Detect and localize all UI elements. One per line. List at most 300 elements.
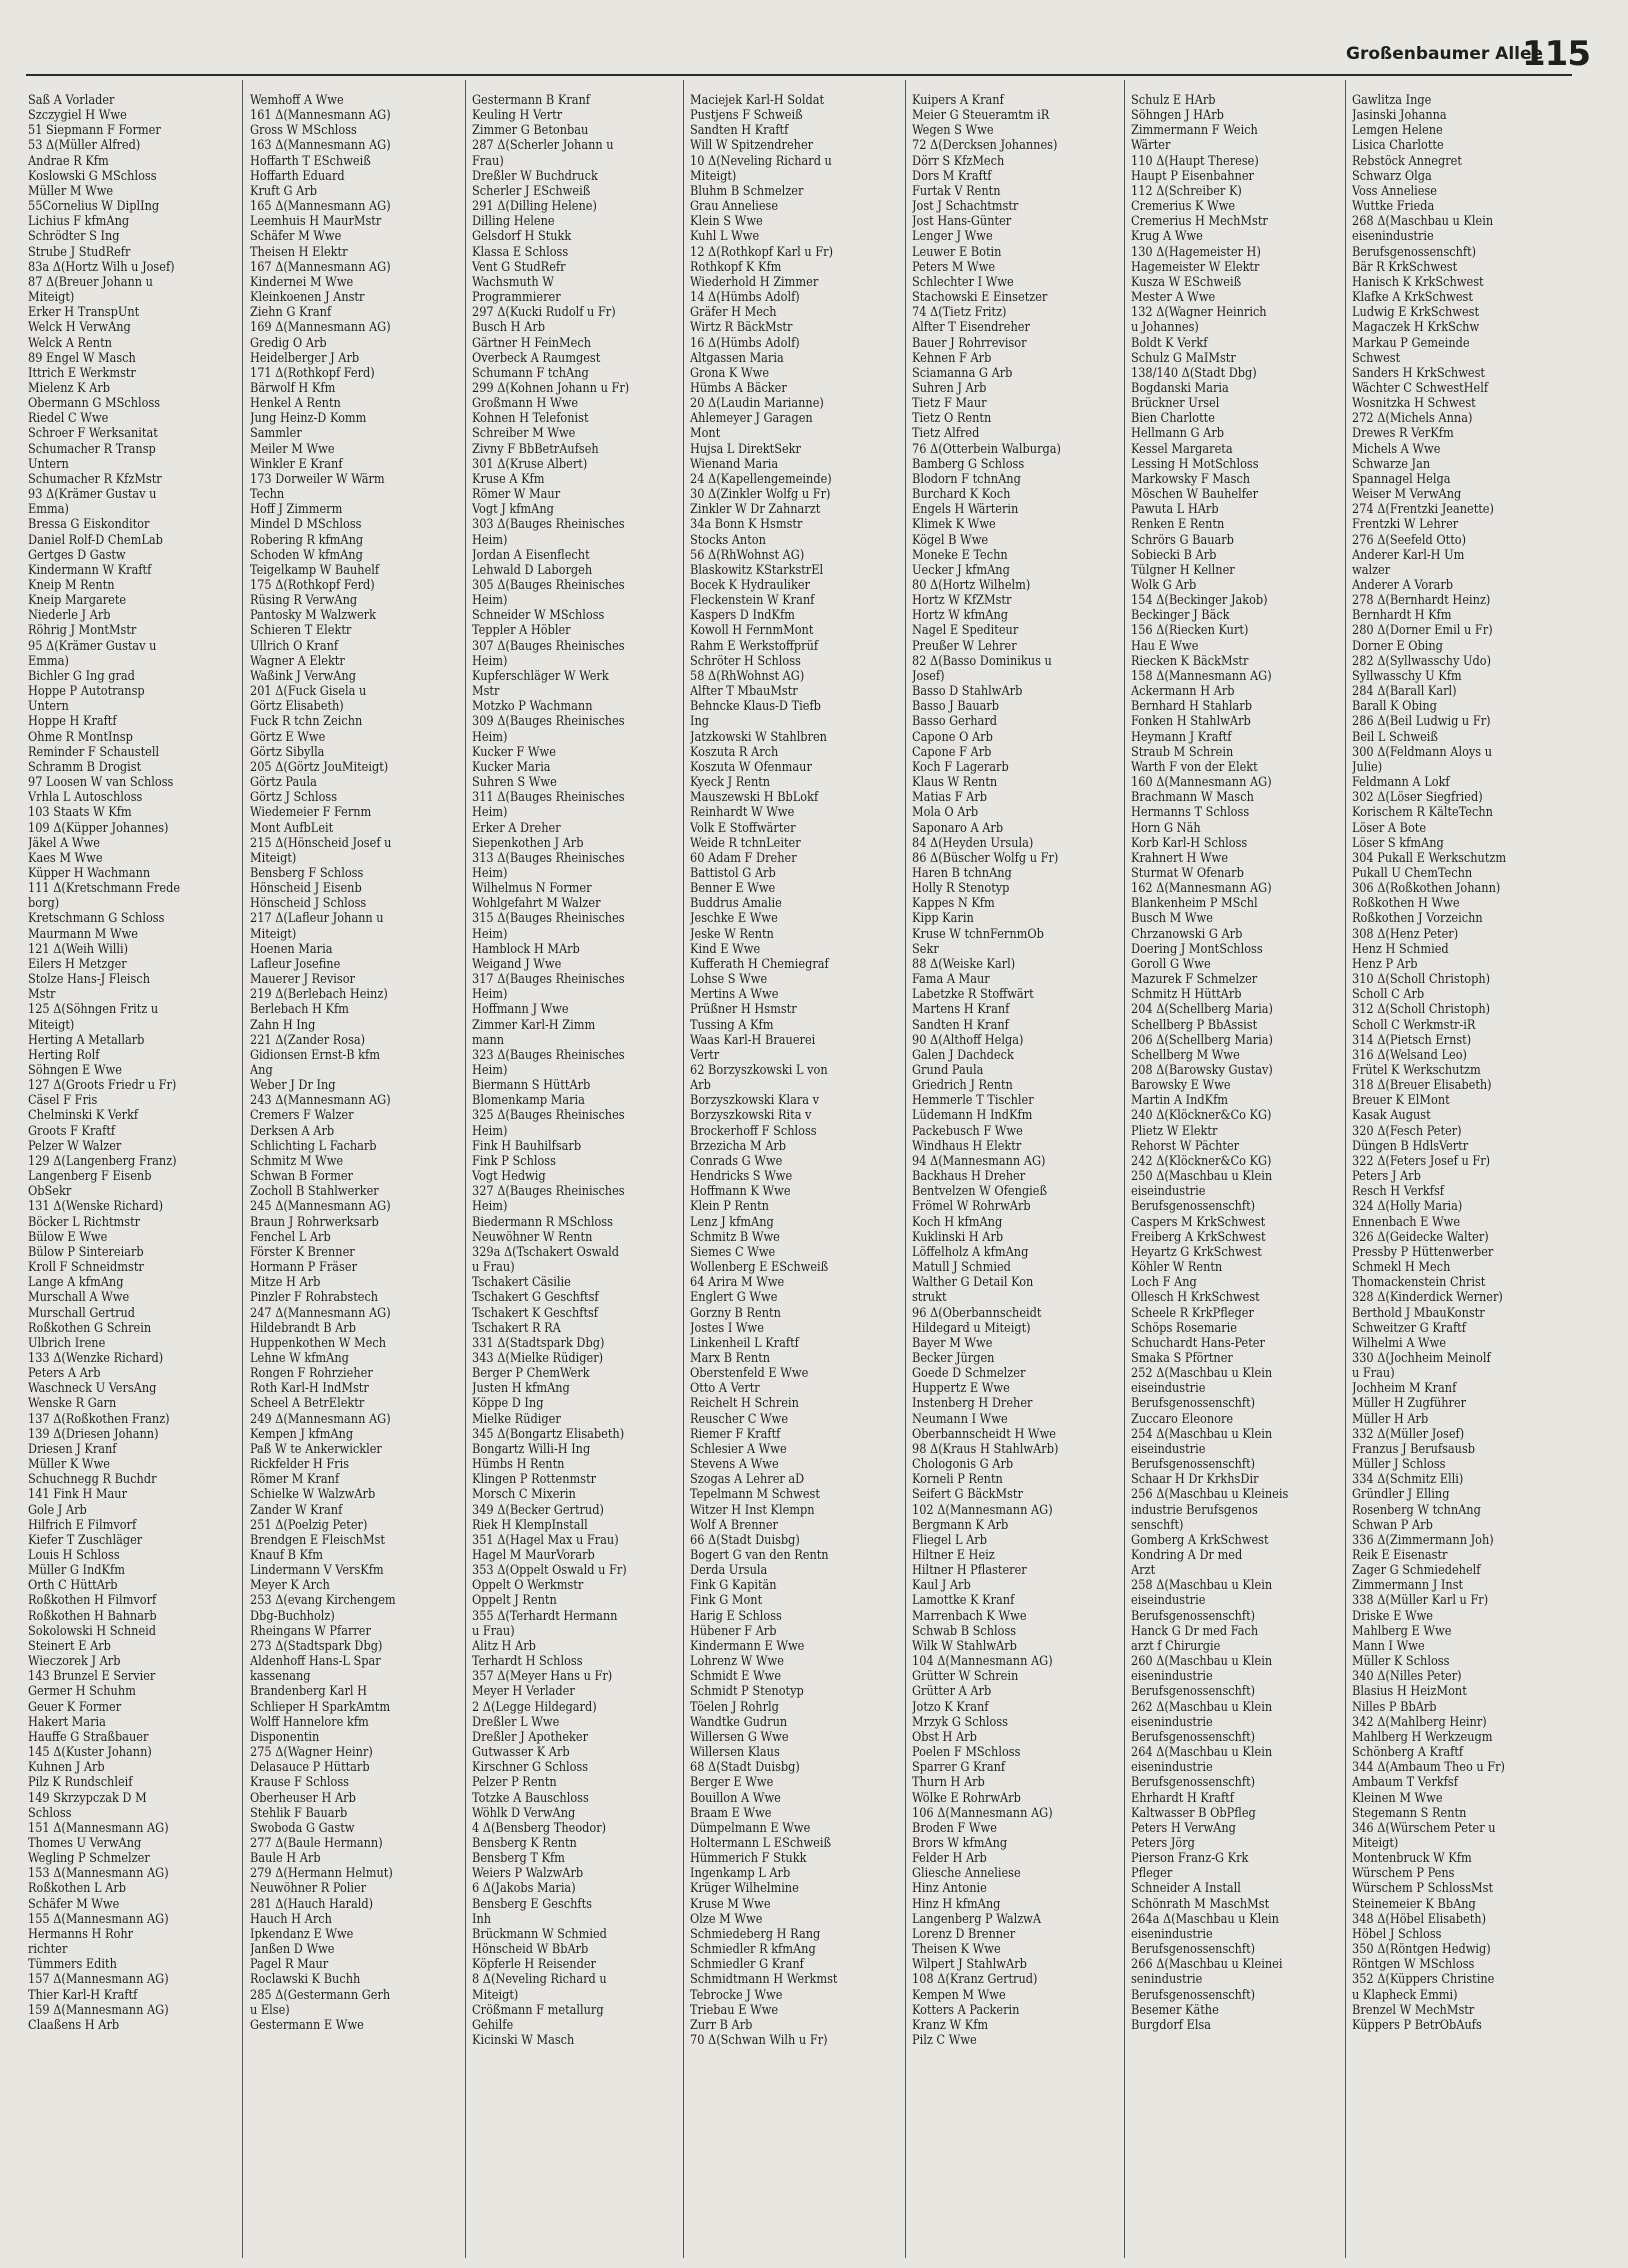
directory-entry: 357 Δ(Meyer Hans u Fr)	[472, 1668, 613, 1684]
directory-entry: Wilhelmus N Former	[472, 880, 592, 896]
directory-entry: Roßkothen J Vorzeichn	[1352, 910, 1483, 926]
directory-entry: Waßink J VerwAng	[250, 667, 356, 683]
directory-entry: Roßkothen G Schrein	[28, 1319, 152, 1335]
directory-entry: Fink G Kapitän	[690, 1577, 777, 1593]
directory-entry: Thomackenstein Christ	[1352, 1274, 1486, 1290]
directory-entry: 305 Δ(Bauges Rheinisches	[472, 577, 625, 592]
directory-entry: Fink P Schloss	[472, 1152, 556, 1168]
directory-entry: Stevens A Wwe	[690, 1456, 779, 1472]
directory-entry: Wienand Maria	[690, 455, 779, 471]
directory-entry: Pilz C Wwe	[912, 2032, 977, 2047]
directory-entry: Weiers P WalzwArb	[472, 1865, 584, 1881]
directory-entry: 145 Δ(Kuster Johann)	[28, 1744, 152, 1760]
directory-entry: Schieren T Elektr	[250, 622, 352, 638]
directory-entry: Hildebrandt B Arb	[250, 1319, 356, 1335]
directory-entry: Barall K Obing	[1352, 698, 1437, 714]
column-separator	[683, 80, 684, 2258]
directory-entry: 332 Δ(Müller Josef)	[1352, 1425, 1465, 1441]
directory-entry: Jost J Schachtmstr	[912, 198, 1019, 214]
directory-entry: 240 Δ(Klöckner&Co KG)	[1131, 1107, 1272, 1123]
directory-entry: Ullrich O Kranf	[250, 637, 339, 653]
directory-entry: Schroer F Werksanitat	[28, 425, 158, 441]
directory-entry: Schoden W kfmAng	[250, 546, 363, 562]
directory-entry: Scholl C Werkmstr-iR	[1352, 1016, 1476, 1032]
directory-entry: Seifert G BäckMstr	[912, 1486, 1023, 1502]
directory-entry: Poelen F MSchloss	[912, 1744, 1021, 1760]
directory-entry: Brandenberg Karl H	[250, 1683, 368, 1699]
directory-entry: Alfter T Eisendreher	[912, 319, 1030, 335]
directory-entry: Waas Karl-H Brauerei	[690, 1031, 816, 1047]
directory-entry: Gorzny B Rentn	[690, 1304, 781, 1320]
directory-entry: Lichius F kfmAng	[28, 213, 130, 229]
directory-entry: Wohlgefahrt M Walzer	[472, 895, 601, 911]
directory-entry: Chologonis G Arb	[912, 1456, 1014, 1472]
directory-entry: Driesen J Kranf	[28, 1440, 117, 1456]
directory-entry: 2 Δ(Legge Hildegard)	[472, 1698, 597, 1714]
directory-entry: Berger E Wwe	[690, 1774, 774, 1790]
directory-entry: 82 Δ(Basso Dominikus u	[912, 652, 1052, 668]
directory-entry: Engels H Wärterin	[912, 501, 1019, 517]
directory-entry: Emma)	[28, 652, 69, 668]
directory-entry: Koch H kfmAng	[912, 1213, 1003, 1229]
directory-entry: Waschneck U VersAng	[28, 1380, 157, 1396]
directory-entry: 256 Δ(Maschbau u Kleineis	[1131, 1486, 1289, 1502]
directory-entry: Böcker L Richtmstr	[28, 1213, 141, 1229]
directory-entry: kassenang	[250, 1668, 311, 1684]
directory-entry: 326 Δ(Geidecke Walter)	[1352, 1228, 1489, 1244]
directory-entry: 97 Loosen W van Schloss	[28, 774, 174, 790]
directory-entry: 251 Δ(Poelzig Peter)	[250, 1516, 368, 1532]
directory-entry: Kasak August	[1352, 1107, 1431, 1123]
column-separator	[465, 80, 466, 2258]
directory-entry: Tussing A Kfm	[690, 1016, 774, 1032]
directory-entry: Ulbrich Irene	[28, 1334, 106, 1350]
directory-entry: Kind E Wwe	[690, 940, 761, 956]
directory-entry: Niederle J Arb	[28, 607, 111, 623]
directory-entry: Magaczek H KrkSchw	[1352, 319, 1480, 335]
directory-entry: Großmann H Wwe	[472, 395, 579, 411]
directory-entry: 217 Δ(Lafleur Johann u	[250, 910, 384, 926]
directory-entry: Dors M Kraftf	[912, 167, 992, 183]
directory-entry: Hauffe G Straßbauer	[28, 1728, 149, 1744]
directory-entry: Reik E Eisenastr	[1352, 1547, 1448, 1562]
directory-entry: Kehnen F Arb	[912, 349, 992, 365]
directory-entry: Witzer H Inst Klempn	[690, 1501, 815, 1517]
directory-entry: 325 Δ(Bauges Rheinisches	[472, 1107, 625, 1123]
directory-entry: Zocholl B Stahlwerker	[250, 1183, 379, 1199]
directory-entry: Matias F Arb	[912, 789, 987, 805]
directory-entry: Jasinski Johanna	[1352, 107, 1447, 123]
directory-entry: Schäfer M Wwe	[250, 228, 342, 244]
directory-entry: Cremerius K Wwe	[1131, 198, 1236, 214]
directory-entry: Marrenbach K Wwe	[912, 1607, 1027, 1623]
directory-entry: Löser A Bote	[1352, 819, 1427, 835]
directory-entry: 302 Δ(Löser Siegfried)	[1352, 789, 1483, 805]
directory-entry: Bauer J Rohrrevisor	[912, 334, 1027, 350]
directory-entry: 76 Δ(Otterbein Walburga)	[912, 440, 1061, 456]
directory-entry: Tietz Alfred	[912, 425, 980, 441]
directory-entry: 66 Δ(Stadt Duisbg)	[690, 1531, 800, 1547]
directory-entry: Tebrocke J Wwe	[690, 1986, 783, 2002]
directory-entry: Korischem R KälteTechn	[1352, 804, 1493, 820]
directory-entry: Klassa E Schloss	[472, 243, 569, 259]
directory-entry: Heymann J Kraftf	[1131, 728, 1232, 744]
directory-entry: 130 Δ(Hagemeister H)	[1131, 243, 1261, 259]
directory-entry: Vertr	[690, 1046, 720, 1062]
directory-entry: Bensberg E Geschfts	[472, 1895, 592, 1911]
directory-entry: Markau P Gemeinde	[1352, 334, 1470, 350]
directory-entry: Hendricks S Wwe	[690, 1168, 793, 1184]
directory-entry: Ehrhardt H Kraftf	[1131, 1789, 1234, 1805]
directory-entry: Mahlberg H Werkzeugm	[1352, 1728, 1493, 1744]
directory-entry: Altgassen Maria	[690, 349, 784, 365]
directory-entry: Bär R KrkSchwest	[1352, 258, 1458, 274]
directory-entry: 30 Δ(Zinkler Wolfg u Fr)	[690, 486, 831, 502]
directory-entry: Bongartz Willi-H Ing	[472, 1440, 591, 1456]
directory-entry: Weigand J Wwe	[472, 955, 562, 971]
column-separator	[1124, 80, 1125, 2258]
directory-entry: Röntgen W MSchloss	[1352, 1956, 1475, 1972]
directory-entry: Bernhard H Stahlarb	[1131, 698, 1252, 714]
directory-entry: Breuer K ElMont	[1352, 1092, 1450, 1108]
directory-entry: Henkel A Rentn	[250, 395, 341, 411]
directory-entry: Fonken H StahlwArb	[1131, 713, 1251, 729]
directory-entry: Dreßler W Buchdruck	[472, 167, 598, 183]
directory-entry: Sekr	[912, 940, 939, 956]
directory-entry: Koszuta R Arch	[690, 743, 779, 759]
directory-entry: 340 Δ(Nilles Peter)	[1352, 1668, 1462, 1684]
directory-entry: Schweitzer G Kraftf	[1352, 1319, 1466, 1335]
directory-entry: 171 Δ(Rothkopf Ferd)	[250, 364, 375, 380]
directory-entry: Zimmer G Betonbau	[472, 122, 589, 138]
directory-entry: Heim)	[472, 986, 508, 1002]
directory-entry: Basso D StahlwArb	[912, 683, 1023, 699]
directory-entry: Römer M Kranf	[250, 1471, 340, 1487]
directory-entry: Löffelholz A kfmAng	[912, 1243, 1029, 1259]
directory-entry: Mertins A Wwe	[690, 986, 779, 1002]
directory-entry: Kappes N Kfm	[912, 895, 995, 911]
directory-entry: Wolk G Arb	[1131, 577, 1197, 592]
directory-entry: u Klapheck Emmi)	[1352, 1986, 1458, 2002]
directory-entry: Gole J Arb	[28, 1501, 87, 1517]
directory-entry: eisenindustrie	[1352, 228, 1434, 244]
directory-entry: Mrzyk G Schloss	[912, 1713, 1008, 1729]
directory-entry: Rebstöck Annegret	[1352, 152, 1462, 168]
directory-entry: Schmidt P Stenotyp	[690, 1683, 804, 1699]
directory-entry: Disponentin	[250, 1728, 320, 1744]
directory-entry: Berthold J MbauKonstr	[1352, 1304, 1485, 1320]
directory-entry: Lehne W kfmAng	[250, 1349, 349, 1365]
directory-entry: Eilers H Metzger	[28, 955, 127, 971]
directory-entry: Kaltwasser B ObPfleg	[1131, 1804, 1256, 1820]
directory-entry: Zander W Kranf	[250, 1501, 343, 1517]
directory-entry: Ohme R MontInsp	[28, 728, 133, 744]
directory-entry: Hau E Wwe	[1131, 637, 1199, 653]
directory-entry: Schwarz Olga	[1352, 167, 1432, 183]
directory-entry: Görtz Sibylla	[250, 743, 325, 759]
directory-entry: Köhler W Rentn	[1131, 1259, 1223, 1275]
directory-entry: Conrads G Wwe	[690, 1152, 783, 1168]
column-separator	[1345, 80, 1346, 2258]
directory-entry: Hagel M MaurVorarb	[472, 1547, 595, 1562]
directory-entry: 318 Δ(Breuer Elisabeth)	[1352, 1077, 1492, 1093]
directory-entry: 316 Δ(Welsand Leo)	[1352, 1046, 1467, 1062]
directory-entry: 254 Δ(Maschbau u Klein	[1131, 1425, 1273, 1441]
directory-entry: Gertges D Gastw	[28, 546, 126, 562]
directory-entry: Wiederhold H Zimmer	[690, 273, 819, 289]
directory-entry: Schönrath M MaschMst	[1131, 1895, 1270, 1911]
directory-entry: Schneider A Install	[1131, 1880, 1241, 1896]
directory-entry: 342 Δ(Mahlberg Heinr)	[1352, 1713, 1487, 1729]
directory-entry: Saponaro A Arb	[912, 819, 1004, 835]
directory-entry: walzer	[1352, 561, 1391, 577]
directory-entry: 277 Δ(Baule Hermann)	[250, 1834, 383, 1850]
directory-entry: Hanisch K KrkSchwest	[1352, 273, 1484, 289]
directory-entry: Suhren J Arb	[912, 379, 987, 395]
directory-entry: Berlebach H Kfm	[250, 1001, 349, 1017]
directory-entry: Ing	[690, 713, 710, 729]
directory-entry: Braun J Rohrwerksarb	[250, 1213, 379, 1229]
directory-entry: Ackermann H Arb	[1131, 683, 1235, 699]
directory-entry: Brenzel W MechMstr	[1352, 2001, 1475, 2017]
directory-entry: Tümmers Edith	[28, 1956, 117, 1972]
directory-entry: Bärwolf H Kfm	[250, 379, 336, 395]
directory-entry: Markowsky F Masch	[1131, 470, 1251, 486]
directory-entry: Maurmann M Wwe	[28, 925, 139, 941]
directory-entry: Obermann G MSchloss	[28, 395, 161, 411]
directory-entry: Totzke A Bauschloss	[472, 1789, 589, 1805]
directory-entry: Schumann F tchAng	[472, 364, 589, 380]
directory-entry: Tschakert K Geschftsf	[472, 1304, 599, 1320]
directory-entry: 247 Δ(Mannesmann AG)	[250, 1304, 391, 1320]
directory-entry: 328 Δ(Kinderdick Werner)	[1352, 1289, 1503, 1305]
directory-entry: Kaes M Wwe	[28, 849, 103, 865]
directory-entry: Barowsky E Wwe	[1131, 1077, 1231, 1093]
directory-entry: Claaßens H Arb	[28, 2016, 120, 2032]
directory-entry: 149 Skrzypczak D M	[28, 1789, 147, 1805]
directory-entry: 157 Δ(Mannesmann AG)	[28, 1971, 169, 1987]
directory-entry: Windhaus H Elektr	[912, 1137, 1022, 1153]
directory-entry: 4 Δ(Bensberg Theodor)	[472, 1819, 607, 1835]
directory-entry: Kuhl L Wwe	[690, 228, 760, 244]
directory-entry: 80 Δ(Hortz Wilhelm)	[912, 577, 1031, 592]
directory-entry: Krug A Wwe	[1131, 228, 1203, 244]
directory-entry: Scheel A BetrElektr	[250, 1395, 365, 1411]
directory-entry: Lüdemann H IndKfm	[912, 1107, 1033, 1123]
directory-entry: Rosenberg W tchnAng	[1352, 1501, 1481, 1517]
directory-entry: Jung Heinz-D Komm	[250, 410, 367, 426]
directory-entry: Peters J Arb	[1352, 1168, 1421, 1184]
directory-entry: Müller K Schloss	[1352, 1653, 1450, 1669]
directory-entry: Uecker J kfmAng	[912, 561, 1010, 577]
directory-entry: Gestermann B Kranf	[472, 92, 590, 107]
directory-entry: Mindel D MSchloss	[250, 516, 362, 532]
directory-entry: Hönscheid J Schloss	[250, 895, 367, 911]
directory-entry: Daniel Rolf-D ChemLab	[28, 531, 163, 547]
directory-entry: Oppelt O Werkmstr	[472, 1577, 584, 1593]
directory-entry: Zuccaro Eleonore	[1131, 1410, 1234, 1426]
directory-entry: u Frau)	[472, 1259, 515, 1275]
directory-entry: Schlesier A Wwe	[690, 1440, 787, 1456]
directory-entry: Haren B tchnAng	[912, 864, 1012, 880]
directory-entry: Bressa G Eiskonditor	[28, 516, 150, 532]
directory-entry: Fink G Mont	[690, 1592, 763, 1608]
directory-entry: Rehorst W Pächter	[1131, 1137, 1240, 1153]
directory-entry: Lamottke K Kranf	[912, 1592, 1015, 1608]
directory-entry: Hauch H Arch	[250, 1910, 332, 1926]
directory-entry: Heim)	[472, 531, 508, 547]
directory-entry: Schielke W WalzwArb	[250, 1486, 376, 1502]
directory-entry: Thurn H Arb	[912, 1774, 985, 1790]
directory-entry: 315 Δ(Bauges Rheinisches	[472, 910, 625, 926]
directory-entry: 89 Engel W Masch	[28, 349, 136, 365]
directory-entry: Jostes I Wwe	[690, 1319, 764, 1335]
directory-entry: 317 Δ(Bauges Rheinisches	[472, 971, 625, 987]
directory-entry: Derda Ursula	[690, 1562, 768, 1578]
directory-entry: Schramm B Drogist	[28, 758, 142, 774]
directory-entry: 58 Δ(RhWohnst AG)	[690, 667, 805, 683]
directory-entry: Jeschke E Wwe	[690, 910, 778, 926]
directory-entry: Sokolowski H Schneid	[28, 1622, 157, 1638]
directory-entry: Köpferle H Reisender	[472, 1956, 596, 1972]
directory-entry: Schmekl H Mech	[1352, 1259, 1451, 1275]
directory-entry: Galen J Dachdeck	[912, 1046, 1014, 1062]
directory-entry: Hildegard u Miteigt)	[912, 1319, 1031, 1335]
directory-entry: arzt f Chirurgie	[1131, 1637, 1221, 1653]
directory-entry: Saß A Vorlader	[28, 92, 115, 107]
directory-entry: Frütel K Werkschutzm	[1352, 1062, 1481, 1077]
directory-entry: 111 Δ(Kretschmann Frede	[28, 880, 181, 896]
directory-entry: Bogert G van den Rentn	[690, 1547, 829, 1562]
directory-entry: Jochheim M Kranf	[1352, 1380, 1457, 1396]
directory-entry: Martens H Kranf	[912, 1001, 1010, 1017]
directory-entry: Hübener F Arb	[690, 1622, 777, 1638]
directory-entry: Kleinkoenen J Anstr	[250, 289, 365, 305]
directory-entry: Hortz W kfmAng	[912, 607, 1009, 623]
directory-entry: 350 Δ(Röntgen Hedwig)	[1352, 1941, 1491, 1957]
directory-entry: 14 Δ(Hümbs Adolf)	[690, 289, 800, 305]
directory-entry: Wiedemeier F Fernm	[250, 804, 372, 820]
directory-entry: 331 Δ(Stadtspark Dbg)	[472, 1334, 605, 1350]
directory-entry: Stocks Anton	[690, 531, 766, 547]
directory-entry: u Johannes)	[1131, 319, 1199, 335]
directory-entry: Weide R tchnLeiter	[690, 834, 801, 850]
directory-entry: 273 Δ(Stadtspark Dbg)	[250, 1637, 383, 1653]
directory-entry: Hoffmann K Wwe	[690, 1183, 791, 1199]
directory-entry: Plietz W Elektr	[1131, 1122, 1218, 1138]
directory-entry: Haupt P Eisenbahner	[1131, 167, 1254, 183]
directory-entry: Willersen Klaus	[690, 1744, 780, 1760]
directory-entry: Cäsel F Fris	[28, 1092, 98, 1108]
directory-entry: Lisica Charlotte	[1352, 137, 1444, 153]
directory-entry: Mann I Wwe	[1352, 1637, 1425, 1653]
directory-entry: Thier Karl-H Kraftf	[28, 1986, 138, 2002]
directory-entry: Höbel J Schloss	[1352, 1925, 1442, 1941]
directory-entry: Montenbruck W Kfm	[1352, 1850, 1472, 1866]
directory-entry: Tepelmann M Schwest	[690, 1486, 820, 1502]
directory-entry: 253 Δ(evang Kirchengem	[250, 1592, 396, 1608]
directory-entry: Mester A Wwe	[1131, 289, 1216, 305]
directory-entry: Hoppe P Autotransp	[28, 683, 145, 699]
directory-entry: Wollenberg E ESchweiß	[690, 1259, 829, 1275]
directory-entry: Brors W kfmAng	[912, 1834, 1008, 1850]
directory-entry: Miteigt)	[250, 849, 297, 865]
directory-entry: Ziehn G Kranf	[250, 304, 332, 320]
directory-entry: Vogt Hedwig	[472, 1168, 546, 1184]
directory-entry: Müller G IndKfm	[28, 1562, 125, 1578]
directory-entry: Orth C HüttArb	[28, 1577, 118, 1593]
directory-entry: Tülgner H Kellner	[1131, 561, 1235, 577]
directory-entry: 278 Δ(Bernhardt Heinz)	[1352, 592, 1491, 608]
directory-entry: Kondring A Dr med	[1131, 1547, 1243, 1562]
directory-entry: 245 Δ(Mannesmann AG)	[250, 1198, 391, 1214]
directory-entry: Sciamanna G Arb	[912, 364, 1013, 380]
directory-entry: Aldenhoff Hans-L Spar	[250, 1653, 381, 1669]
directory-entry: Reuscher C Wwe	[690, 1410, 789, 1426]
directory-entry: 329a Δ(Tschakert Oswald	[472, 1243, 619, 1259]
directory-entry: Jost Hans-Günter	[912, 213, 1012, 229]
directory-entry: Pelzer W Walzer	[28, 1137, 122, 1153]
directory-entry: Röhrig J MontMstr	[28, 622, 137, 638]
listing-column	[690, 92, 892, 2252]
directory-entry: Voss Anneliese	[1352, 182, 1438, 198]
directory-entry: Reminder F Schaustell	[28, 743, 160, 759]
directory-entry: Schrödter S Ing	[28, 228, 120, 244]
directory-entry: Frau)	[472, 152, 504, 168]
directory-entry: 300 Δ(Feldmann Aloys u	[1352, 743, 1492, 759]
directory-entry: Driske E Wwe	[1352, 1607, 1434, 1623]
directory-entry: Frentzki W Lehrer	[1352, 516, 1459, 532]
directory-entry: Pierson Franz-G Krk	[1131, 1850, 1249, 1866]
directory-entry: eiseindustrie	[1131, 1380, 1206, 1396]
directory-entry: Tietz O Rentn	[912, 410, 992, 426]
directory-entry: Oppelt J Rentn	[472, 1592, 557, 1608]
directory-entry: Hümbs A Bäcker	[690, 379, 787, 395]
directory-entry: Schwab B Schloss	[912, 1622, 1017, 1638]
directory-entry: Zinkler W Dr Zahnarzt	[690, 501, 821, 517]
directory-entry: Pantosky M Walzwerk	[250, 607, 376, 623]
directory-entry: Heim)	[472, 804, 508, 820]
directory-entry: Wieczorek J Arb	[28, 1653, 121, 1669]
directory-entry: 284 Δ(Barall Karl)	[1352, 683, 1457, 699]
directory-entry: Pukall U ChemTechn	[1352, 864, 1473, 880]
directory-entry: Kindermann W Kraftf	[28, 561, 152, 577]
directory-entry: eiseindustrie	[1131, 1592, 1206, 1608]
directory-entry: 98 Δ(Kraus H StahlwArb)	[912, 1440, 1059, 1456]
directory-entry: Fenchel L Arb	[250, 1228, 331, 1244]
directory-entry: Smaka S Pförtner	[1131, 1349, 1233, 1365]
directory-entry: 129 Δ(Langenberg Franz)	[28, 1152, 177, 1168]
directory-entry: Battistol G Arb	[690, 864, 776, 880]
directory-entry: Kaul J Arb	[912, 1577, 971, 1593]
directory-entry: Kuipers A Kranf	[912, 92, 1004, 107]
directory-entry: 143 Brunzel E Servier	[28, 1668, 156, 1684]
directory-entry: 322 Δ(Feters Josef u Fr)	[1352, 1152, 1491, 1168]
directory-entry: Horn G Näh	[1131, 819, 1201, 835]
directory-entry: 252 Δ(Maschbau u Klein	[1131, 1365, 1273, 1381]
directory-entry: 353 Δ(Oppelt Oswald u Fr)	[472, 1562, 627, 1578]
directory-entry: Berufsgenossenschft)	[1131, 1728, 1256, 1744]
directory-entry: Schöps Rosemarie	[1131, 1319, 1237, 1335]
directory-entry: Oberbannscheidt H Wwe	[912, 1425, 1056, 1441]
directory-entry: Hermanns T Schloss	[1131, 804, 1250, 820]
directory-entry: Burchard K Koch	[912, 486, 1011, 502]
directory-entry: Anderer A Vorarb	[1352, 577, 1454, 592]
directory-entry: Wilhelmi A Wwe	[1352, 1334, 1447, 1350]
directory-entry: Roth Karl-H IndMstr	[250, 1380, 369, 1396]
directory-entry: Leuwer E Botin	[912, 243, 1002, 259]
directory-entry: 281 Δ(Hauch Harald)	[250, 1895, 374, 1911]
